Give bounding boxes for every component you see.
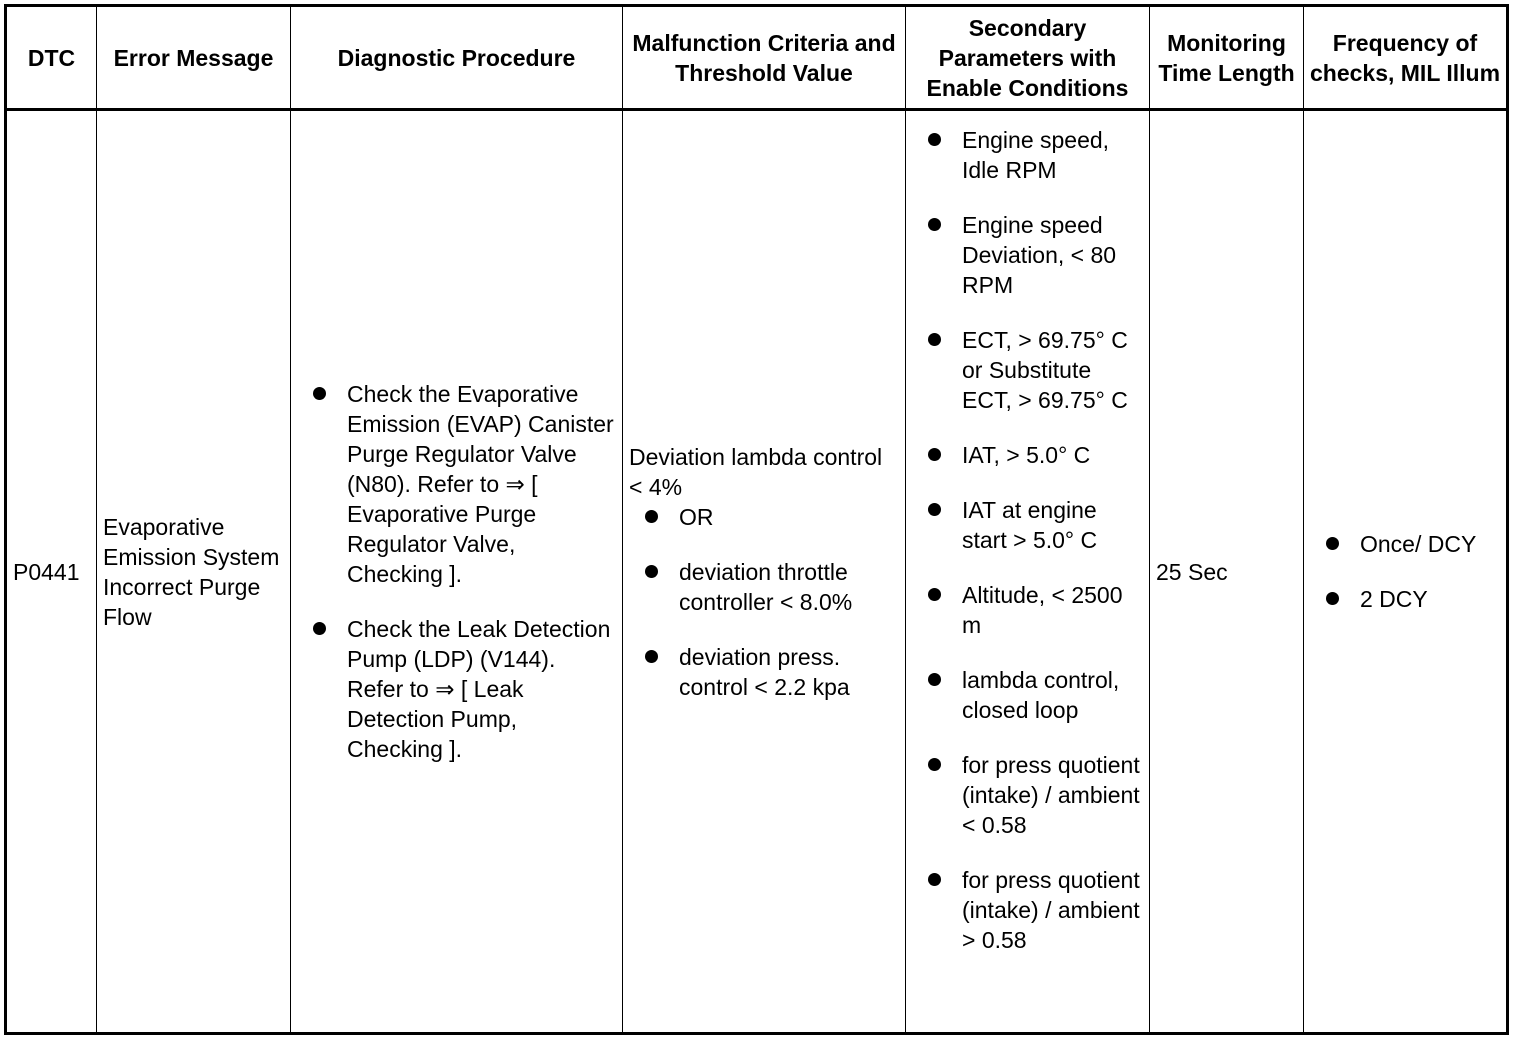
list-item-text: Check the Leak Detection Pump (LDP) (V144). Refer to ⇒ [ Leak Detection Pump, Checking ].: [347, 616, 611, 762]
header-secondary-parameters: Secondary Parameters with Enable Conditions: [906, 6, 1150, 110]
list-item-text: Once/ DCY: [1360, 531, 1477, 557]
list-item: [912, 665, 1143, 725]
header-error-message: Error Message: [97, 6, 291, 110]
list-item: [912, 210, 1143, 300]
list-item: [912, 125, 1143, 185]
list-item: [912, 750, 1143, 840]
bullet-icon: [928, 873, 941, 886]
list-item: [629, 502, 899, 532]
bullet-icon: [928, 218, 941, 231]
header-dtc: DTC: [6, 6, 97, 110]
list-item-text: IAT, > 5.0° C: [962, 442, 1091, 468]
list-item-text: Engine speed, Idle RPM: [962, 127, 1110, 183]
secondary-parameters-cell: [906, 110, 1150, 1034]
dtc-table: [4, 4, 1509, 1035]
criteria-intro: Deviation lambda control < 4%: [629, 443, 883, 500]
list-item-text: for press quotient (intake) / ambient < 0.58: [962, 752, 1140, 838]
bullet-icon: [645, 510, 658, 523]
frequency-list: [1310, 529, 1500, 614]
bullet-icon: [928, 673, 941, 686]
malfunction-criteria-cell: [623, 110, 906, 1034]
dtc-code-cell: P0441: [6, 110, 97, 1034]
list-item: [912, 325, 1143, 415]
list-item-text: lambda control, closed loop: [962, 667, 1120, 723]
list-item-text: deviation press. control < 2.2 kpa: [679, 643, 850, 700]
list-item-text: 2 DCY: [1360, 586, 1428, 612]
list-item-text: Check the Evaporative Emission (EVAP) Canister Purge Regulator Valve (N80). Refer to ⇒ [ Evaporative Purge Regulator Valve, Checking ].: [347, 381, 614, 587]
list-item: [629, 642, 899, 702]
header-diagnostic-procedure: Diagnostic Procedure: [291, 6, 623, 110]
bullet-icon: [928, 503, 941, 516]
header-frequency: Frequency of checks, MIL Illum: [1304, 6, 1508, 110]
frequency-cell: [1304, 110, 1508, 1034]
bullet-icon: [928, 448, 941, 461]
criteria-list: [629, 502, 899, 702]
bullet-icon: [928, 588, 941, 601]
bullet-icon: [313, 387, 326, 400]
table-row: [6, 110, 1508, 1034]
diagnostic-procedure-cell: [291, 110, 623, 1034]
list-item: [297, 614, 616, 764]
bullet-icon: [645, 650, 658, 663]
header-monitoring-time: Monitoring Time Length: [1150, 6, 1304, 110]
error-message-cell: Evaporative Emission System Incorrect Purge Flow: [97, 110, 291, 1034]
monitoring-time-cell: 25 Sec: [1150, 110, 1304, 1034]
list-item: [912, 580, 1143, 640]
secondary-parameters-list: [912, 118, 1143, 955]
list-item-text: OR: [679, 503, 714, 530]
list-item: [629, 557, 899, 617]
list-item-text: deviation throttle controller < 8.0%: [679, 558, 853, 615]
bullet-icon: [928, 133, 941, 146]
bullet-icon: [645, 565, 658, 578]
header-malfunction-criteria: Malfunction Criteria and Threshold Value: [623, 6, 906, 110]
list-item: [1310, 584, 1500, 614]
bullet-icon: [928, 333, 941, 346]
list-item: [912, 865, 1143, 955]
list-item: [912, 495, 1143, 555]
header-row: [6, 6, 1508, 110]
list-item-text: IAT at engine start > 5.0° C: [962, 497, 1098, 553]
list-item-text: Altitude, < 2500 m: [962, 582, 1123, 638]
bullet-icon: [313, 622, 326, 635]
bullet-icon: [1326, 537, 1339, 550]
list-item-text: ECT, > 69.75° C or Substitute ECT, > 69.75° C: [962, 327, 1128, 413]
list-item: [912, 440, 1143, 470]
list-item-text: for press quotient (intake) / ambient > 0.58: [962, 867, 1140, 953]
diagnostic-procedure-list: [297, 379, 616, 764]
list-item: [1310, 529, 1500, 559]
bullet-icon: [928, 758, 941, 771]
list-item-text: Engine speed Deviation, < 80 RPM: [962, 212, 1117, 298]
list-item: [297, 379, 616, 589]
bullet-icon: [1326, 592, 1339, 605]
